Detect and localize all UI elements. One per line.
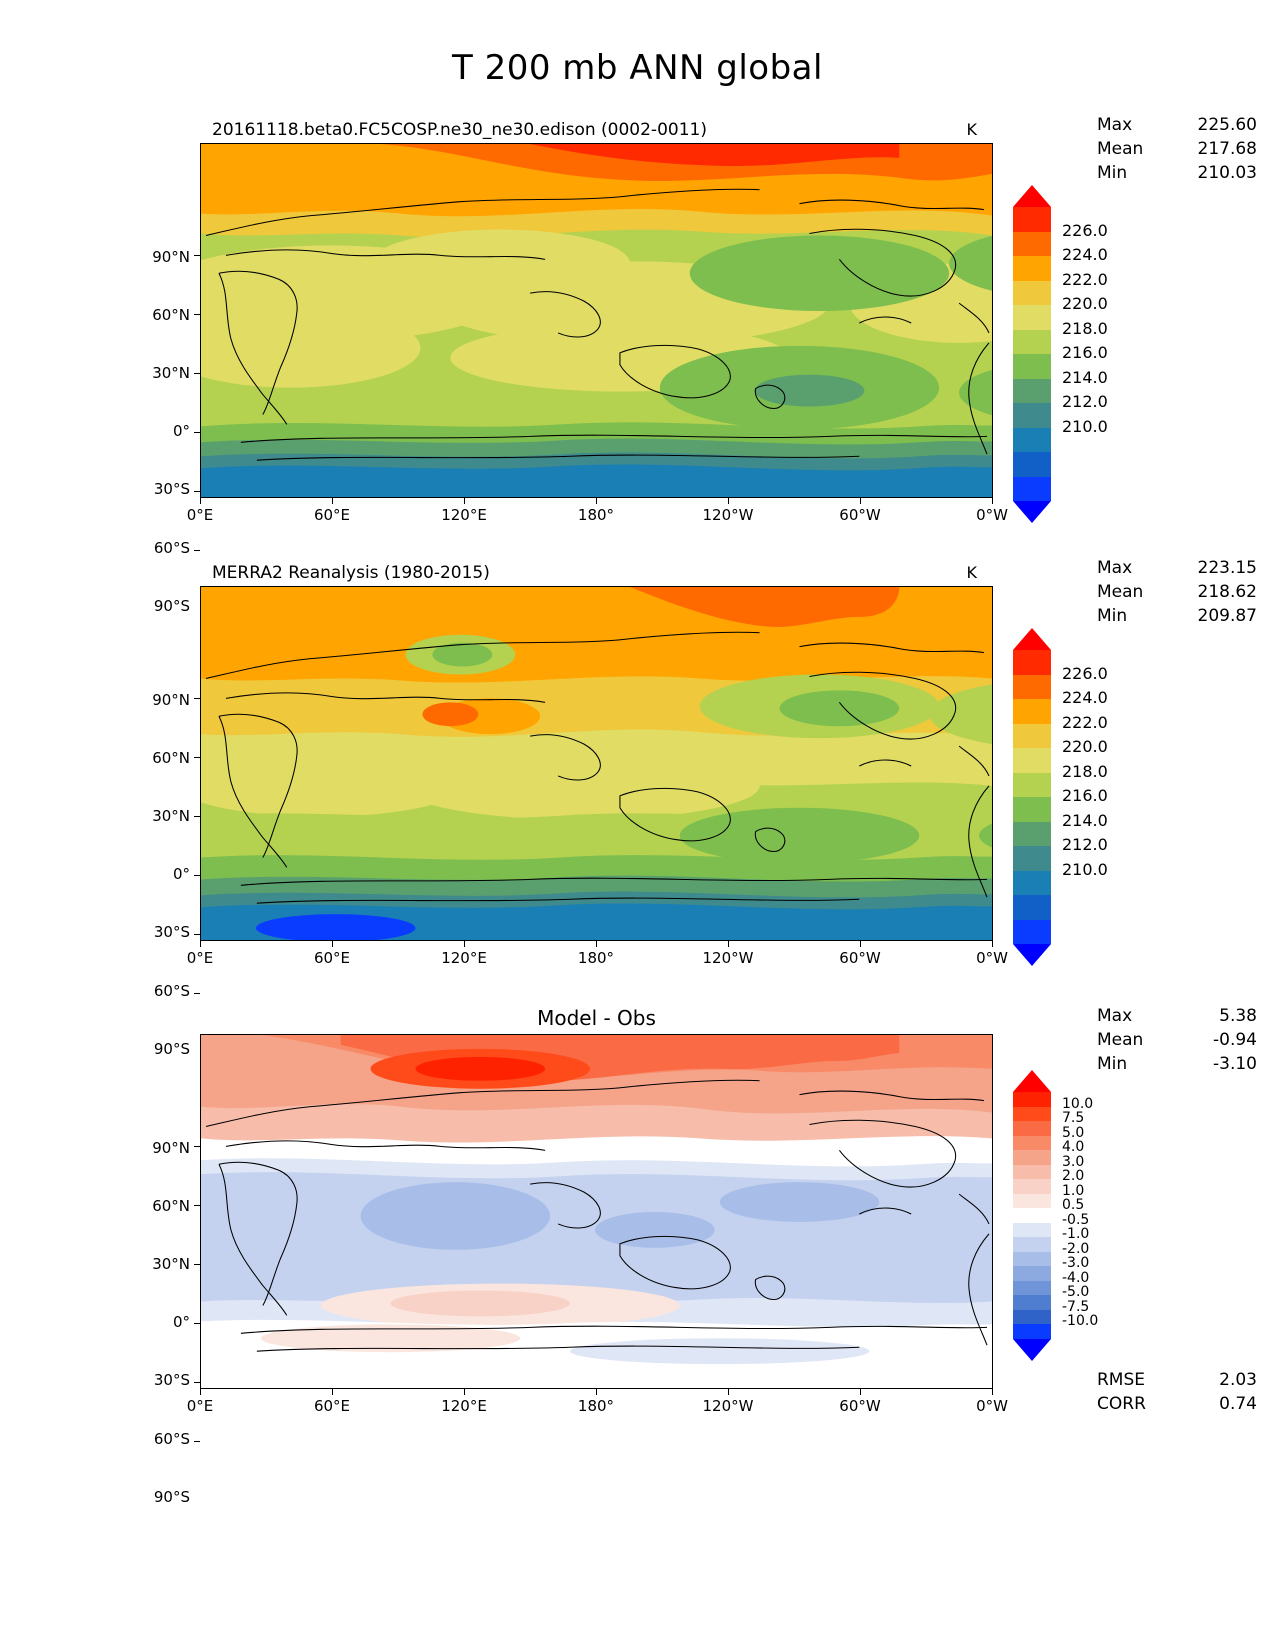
- colorbar-segment: [1013, 1324, 1051, 1339]
- colorbar-extend-top: [1013, 628, 1051, 650]
- colorbar-segment: [1013, 1295, 1051, 1310]
- colorbar-extend-bottom: [1013, 501, 1051, 523]
- xlabel: 60°W: [839, 1397, 881, 1415]
- stat-label: Mean: [1097, 582, 1144, 602]
- colorbar-segment: [1013, 379, 1051, 404]
- stat-value: 217.68: [1197, 139, 1257, 159]
- colorbar-tick-label: 7.5: [1062, 1110, 1085, 1126]
- colorbar-tick-label: 1.0: [1062, 1182, 1085, 1199]
- colorbar-tick-label: 5.0: [1062, 1124, 1085, 1141]
- colorbar-tick-label: 224.0: [1062, 688, 1108, 707]
- colorbar-tick-label: -0.5: [1062, 1211, 1090, 1228]
- stat-value: 223.15: [1197, 558, 1257, 578]
- ylabel: 30°N: [152, 807, 190, 825]
- colorbar-tick-label: 210.0: [1062, 859, 1108, 879]
- stat-value: 218.62: [1197, 582, 1257, 602]
- colorbar-tick-label: 220.0: [1062, 294, 1108, 313]
- stat-label: Max: [1097, 1006, 1133, 1026]
- colorbar-tick-label: 210.0: [1062, 416, 1108, 436]
- colorbar-segment: [1013, 232, 1051, 257]
- ylabel: 0°: [172, 865, 190, 883]
- ylabel: 90°S: [153, 1488, 190, 1506]
- colorbar-segment: [1013, 1310, 1051, 1325]
- colorbar-segment: [1013, 1266, 1051, 1281]
- colorbar-tick-label: 218.0: [1062, 318, 1108, 338]
- xlabel: 60°E: [313, 506, 351, 524]
- colorbar-segment: [1013, 330, 1051, 355]
- xlabel: 120°E: [441, 949, 487, 967]
- colorbar-segment: [1013, 1179, 1051, 1194]
- map-plot-difference: [200, 1034, 993, 1389]
- colorbar-tick-label: -1.0: [1062, 1226, 1090, 1242]
- colorbar-tick-label: 222.0: [1062, 269, 1108, 289]
- colorbar-segment: [1013, 452, 1051, 477]
- difference-metrics: [1097, 1368, 1257, 1416]
- colorbar-tick-label: 214.0: [1062, 810, 1108, 830]
- stat-label: Mean: [1097, 1030, 1144, 1050]
- map-plot-obs: [200, 586, 993, 941]
- map-plot-model: [200, 143, 993, 498]
- colorbar-segment: [1013, 305, 1051, 330]
- colorbar-tick-label: 212.0: [1062, 392, 1108, 411]
- figure-title: T 200 mb ANN global: [452, 48, 823, 88]
- panel-stats-difference: [1097, 1004, 1257, 1076]
- colorbar-tick-label: 224.0: [1062, 245, 1108, 264]
- ylabel: 60°N: [152, 1197, 190, 1215]
- xlabel: 60°W: [839, 506, 881, 524]
- ylabel: 90°S: [153, 1040, 190, 1058]
- colorbar-tick-label: 226.0: [1062, 663, 1108, 683]
- colorbar-tick-label: 2.0: [1062, 1168, 1085, 1184]
- colorbar-tick-label: 216.0: [1062, 786, 1108, 805]
- panel-difference: [0, 998, 1275, 1506]
- panel-stats-obs: [1097, 556, 1257, 628]
- xlabel: 60°W: [839, 949, 881, 967]
- panel-title-obs: MERRA2 Reanalysis (1980-2015): [212, 563, 490, 583]
- colorbar-tick-label: 3.0: [1062, 1153, 1085, 1170]
- stat-value: -3.10: [1213, 1054, 1257, 1074]
- colorbar-segment: [1013, 1107, 1051, 1122]
- ylabel: 60°S: [153, 1430, 190, 1448]
- ylabel: 90°N: [152, 691, 190, 709]
- colorbar-tick-label: 4.0: [1062, 1139, 1085, 1155]
- colorbar-tick-label: 214.0: [1062, 367, 1108, 387]
- map-canvas: [201, 144, 992, 497]
- xlabel: 0°E: [186, 506, 214, 524]
- colorbar-segment: [1013, 871, 1051, 896]
- metric-value: 0.74: [1219, 1394, 1257, 1414]
- panel-title-model: 20161118.beta0.FC5COSP.ne30_ne30.edison (0002-0011): [212, 120, 707, 140]
- stat-value: 209.87: [1197, 606, 1257, 626]
- xlabel: 60°E: [313, 949, 351, 967]
- colorbar-segment: [1013, 428, 1051, 453]
- panel-units-obs: K: [966, 563, 977, 582]
- stat-value: 225.60: [1197, 115, 1257, 135]
- stat-value: 5.38: [1219, 1006, 1257, 1026]
- colorbar-tick-label: -2.0: [1062, 1240, 1090, 1257]
- ylabel: 60°S: [153, 982, 190, 1000]
- colorbar-segment: [1013, 1252, 1051, 1267]
- metric-value: 2.03: [1219, 1370, 1257, 1390]
- colorbar-segment: [1013, 207, 1051, 232]
- colorbar-segment: [1013, 724, 1051, 749]
- colorbar-segment: [1013, 773, 1051, 798]
- colorbar-segment: [1013, 1121, 1051, 1136]
- stat-label: Max: [1097, 558, 1133, 578]
- ylabel: 30°N: [152, 1255, 190, 1273]
- colorbar-segment: [1013, 895, 1051, 920]
- ylabel: 60°N: [152, 306, 190, 324]
- colorbar-segment: [1013, 797, 1051, 822]
- colorbar-segment: [1013, 1208, 1051, 1223]
- colorbar-segment: [1013, 1281, 1051, 1296]
- xlabel: 120°E: [441, 1397, 487, 1415]
- colorbar-segment: [1013, 1165, 1051, 1180]
- metric-label: RMSE: [1097, 1370, 1146, 1390]
- colorbar-obs: [1013, 628, 1051, 966]
- xlabel: 120°W: [702, 1397, 754, 1415]
- colorbar-segment: [1013, 920, 1051, 945]
- ylabel: 60°N: [152, 749, 190, 767]
- xlabel: 180°: [577, 949, 615, 967]
- panel-stats-model: [1097, 113, 1257, 185]
- colorbar-segment: [1013, 1150, 1051, 1165]
- colorbar-model: [1013, 185, 1051, 523]
- colorbar-tick-label: 220.0: [1062, 737, 1108, 756]
- colorbar-segment: [1013, 281, 1051, 306]
- colorbar-segment: [1013, 477, 1051, 502]
- colorbar-segment: [1013, 1237, 1051, 1252]
- colorbar-segment: [1013, 256, 1051, 281]
- ylabel: 30°N: [152, 364, 190, 382]
- colorbar-tick-label: 226.0: [1062, 220, 1108, 240]
- colorbar-tick-label: -7.5: [1062, 1298, 1090, 1315]
- colorbar-segment: [1013, 748, 1051, 773]
- ylabel: 0°: [172, 422, 190, 440]
- colorbar-segment: [1013, 1092, 1051, 1107]
- colorbar-segment: [1013, 822, 1051, 847]
- colorbar-segment: [1013, 1136, 1051, 1151]
- map-canvas: [201, 587, 992, 940]
- ylabel: 0°: [172, 1313, 190, 1331]
- stat-label: Min: [1097, 1054, 1128, 1074]
- colorbar-tick-label: 10.0: [1062, 1095, 1094, 1112]
- xlabel: 0°W: [976, 949, 1008, 967]
- colorbar-tick-label: 218.0: [1062, 761, 1108, 781]
- xlabel: 60°E: [313, 1397, 351, 1415]
- colorbar-tick-label: 222.0: [1062, 712, 1108, 732]
- stat-label: Min: [1097, 163, 1128, 183]
- colorbar-extend-top: [1013, 185, 1051, 207]
- colorbar-segment: [1013, 675, 1051, 700]
- colorbar-extend-bottom: [1013, 944, 1051, 966]
- colorbar-extend-bottom: [1013, 1339, 1051, 1361]
- colorbar-difference: [1013, 1070, 1051, 1361]
- ylabel: 30°S: [153, 923, 190, 941]
- colorbar-segment: [1013, 354, 1051, 379]
- stat-value: -0.94: [1213, 1030, 1257, 1050]
- map-canvas: [201, 1035, 992, 1388]
- ylabel: 90°S: [153, 597, 190, 615]
- xlabel: 120°W: [702, 506, 754, 524]
- ylabel: 30°S: [153, 480, 190, 498]
- ylabel: 90°N: [152, 248, 190, 266]
- stat-label: Min: [1097, 606, 1128, 626]
- xlabel: 0°W: [976, 506, 1008, 524]
- ylabel: 90°N: [152, 1139, 190, 1157]
- xlabel: 0°E: [186, 1397, 214, 1415]
- colorbar-tick-label: -5.0: [1062, 1284, 1090, 1300]
- colorbar-tick-label: -4.0: [1062, 1269, 1090, 1286]
- colorbar-segment: [1013, 650, 1051, 675]
- metric-label: CORR: [1097, 1394, 1146, 1414]
- xlabel: 120°W: [702, 949, 754, 967]
- colorbar-tick-label: -10.0: [1062, 1313, 1099, 1329]
- xlabel: 180°: [577, 506, 615, 524]
- xlabel: 0°W: [976, 1397, 1008, 1415]
- colorbar-segment: [1013, 1223, 1051, 1238]
- colorbar-extend-top: [1013, 1070, 1051, 1092]
- panel-title-difference: Model - Obs: [537, 1006, 656, 1030]
- stat-label: Mean: [1097, 139, 1144, 159]
- xlabel: 0°E: [186, 949, 214, 967]
- colorbar-segment: [1013, 699, 1051, 724]
- colorbar-tick-label: 212.0: [1062, 835, 1108, 854]
- panel-units-model: K: [966, 120, 977, 139]
- xlabel: 180°: [577, 1397, 615, 1415]
- colorbar-segment: [1013, 846, 1051, 871]
- stat-label: Max: [1097, 115, 1133, 135]
- ylabel: 30°S: [153, 1371, 190, 1389]
- colorbar-segment: [1013, 1194, 1051, 1209]
- ylabel: 60°S: [153, 539, 190, 557]
- colorbar-tick-label: 216.0: [1062, 343, 1108, 362]
- colorbar-tick-label: -3.0: [1062, 1255, 1090, 1271]
- xlabel: 120°E: [441, 506, 487, 524]
- colorbar-tick-label: 0.5: [1062, 1197, 1085, 1213]
- stat-value: 210.03: [1197, 163, 1257, 183]
- colorbar-segment: [1013, 403, 1051, 428]
